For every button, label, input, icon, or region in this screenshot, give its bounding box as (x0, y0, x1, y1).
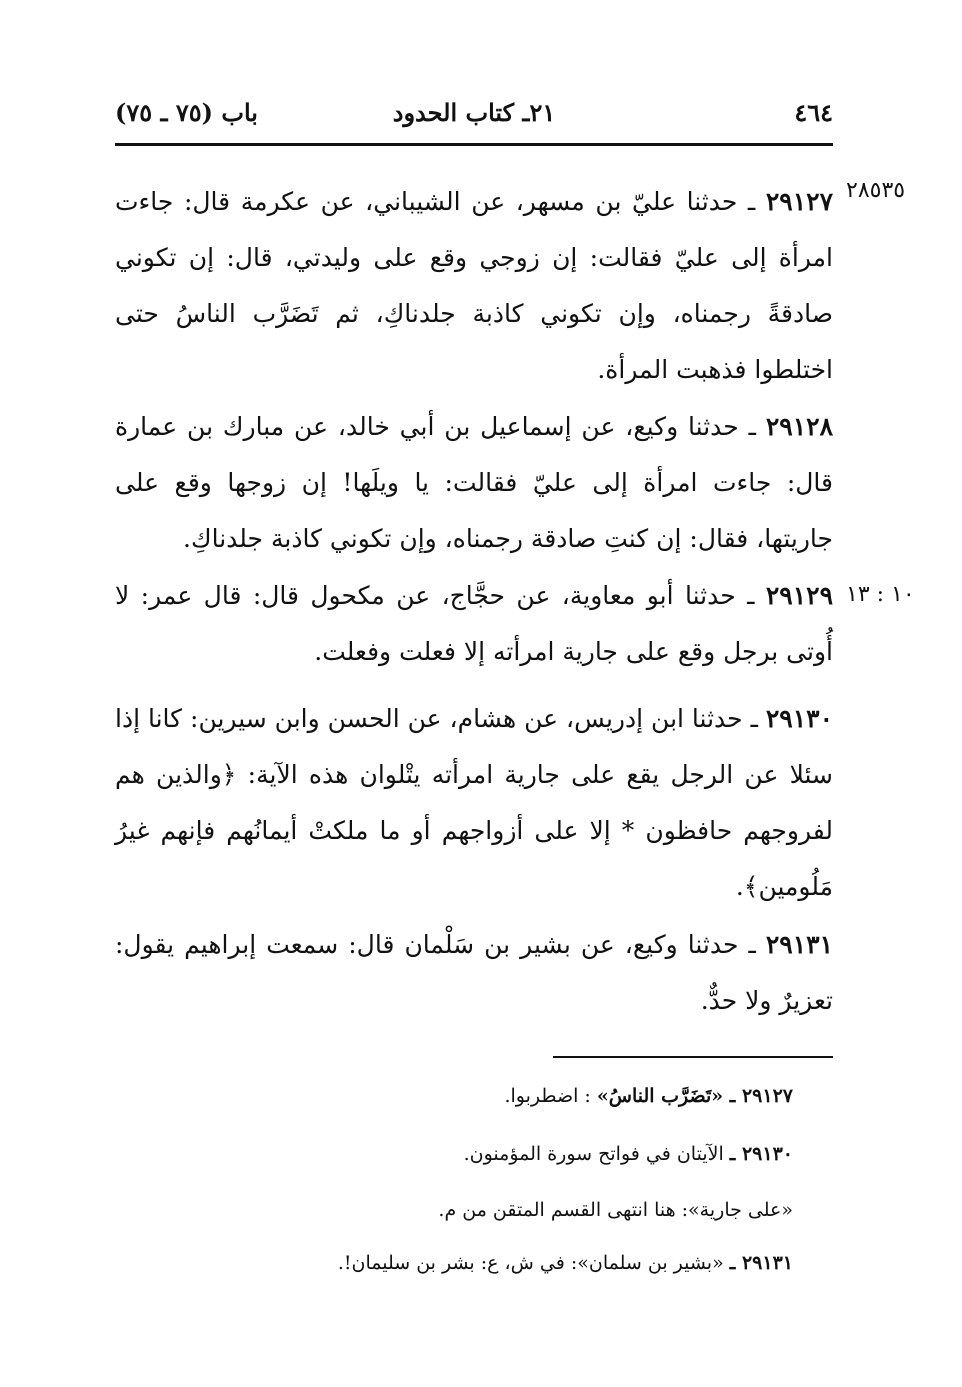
hadith-number: ٢٩١٣١ (765, 930, 833, 959)
hadith-text: ـ حدثنا ابن إدريس، عن هشام، عن الحسن وابن سيرين: كانا إذا سئلا عن الرجل يقع على جارية امرأته يتْلوان هذه الآية: ﴿والذين هم لفروجهم حافظون * إلا على أزواجهم أو ما ملكتْ أيمانُهم فإنهم غيرُ مَلُومين﴾. (115, 704, 833, 901)
page-number: ٤٦٤ (794, 98, 833, 127)
hadith-text: ـ حدثنا أبو معاوية، عن حجَّاج، عن مكحول قال: قال عمر: لا أُوتى برجل وقع على جارية امرأته إلا فعلت وفعلت. (115, 581, 833, 666)
hadith-text: ـ حدثنا وكيع، عن بشير بن سَلْمان قال: سمعت إبراهيم يقول: تعزيرٌ ولا حدٌّ. (115, 930, 833, 1015)
hadith-text: ـ حدثنا عليّ بن مسهر، عن الشيباني، عن عكرمة قال: جاءت امرأة إلى عليّ فقالت: إن زوجي وقع على وليدتي، قال: إن تكوني صادقةً رجمناه، وإن تكوني كاذبة جلدناكِ، ثم تَضَرَّب الناسُ حتى اختلطوا فذهبت المرأة. (115, 187, 833, 384)
page-header (115, 92, 833, 142)
hadith-number: ٢٩١٢٨ (765, 412, 833, 441)
margin-reference-2: ١٠ : ١٣ (846, 582, 915, 607)
footnote-divider (553, 1056, 833, 1058)
footnote-text: : اضطربوا. (504, 1085, 591, 1107)
footnote (115, 1139, 793, 1169)
chapter-title: باب (٧٥ ـ ٧٥) (115, 98, 258, 127)
hadith-number: ٢٩١٣٠ (765, 704, 834, 733)
footnote-text: «بشير بن سلمان»: في ش، ع: بشر بن سليمان!. (337, 1252, 724, 1274)
hadith-paragraph (115, 917, 833, 1029)
hadith-paragraph (115, 691, 833, 915)
header-divider (115, 143, 833, 146)
hadith-number: ٢٩١٢٩ (765, 581, 833, 610)
footnote (115, 1248, 793, 1278)
footnote (115, 1195, 793, 1225)
hadith-paragraph (115, 399, 833, 567)
hadith-number: ٢٩١٢٧ (765, 187, 834, 216)
book-title: ٢١ـ كتاب الحدود (392, 98, 556, 127)
footnote-reference: ٢٩١٢٧ ـ «تَضَرَّب الناسُ» (596, 1085, 793, 1107)
footnote-text: الآيتان في فواتح سورة المؤمنون. (463, 1143, 724, 1165)
margin-reference-1: ٢٨٥٣٥ (846, 178, 906, 203)
footnote-reference: ٢٩١٣٠ ـ (729, 1143, 793, 1165)
footnote-reference: ٢٩١٣١ ـ (729, 1252, 793, 1274)
hadith-paragraph (115, 568, 833, 680)
footnote (115, 1081, 793, 1111)
hadith-paragraph (115, 174, 833, 398)
footnote-text: «على جارية»: هنا انتهى القسم المتقن من م. (438, 1199, 793, 1221)
hadith-text: ـ حدثنا وكيع، عن إسماعيل بن أبي خالد، عن مبارك بن عمارة قال: جاءت امرأة إلى عليّ فقالت: يا ويلَها! إن زوجها وقع على جاريتها، فقال: إن كنتِ صادقة رجمناه، وإن تكوني كاذبة جلدناكِ. (115, 412, 833, 553)
